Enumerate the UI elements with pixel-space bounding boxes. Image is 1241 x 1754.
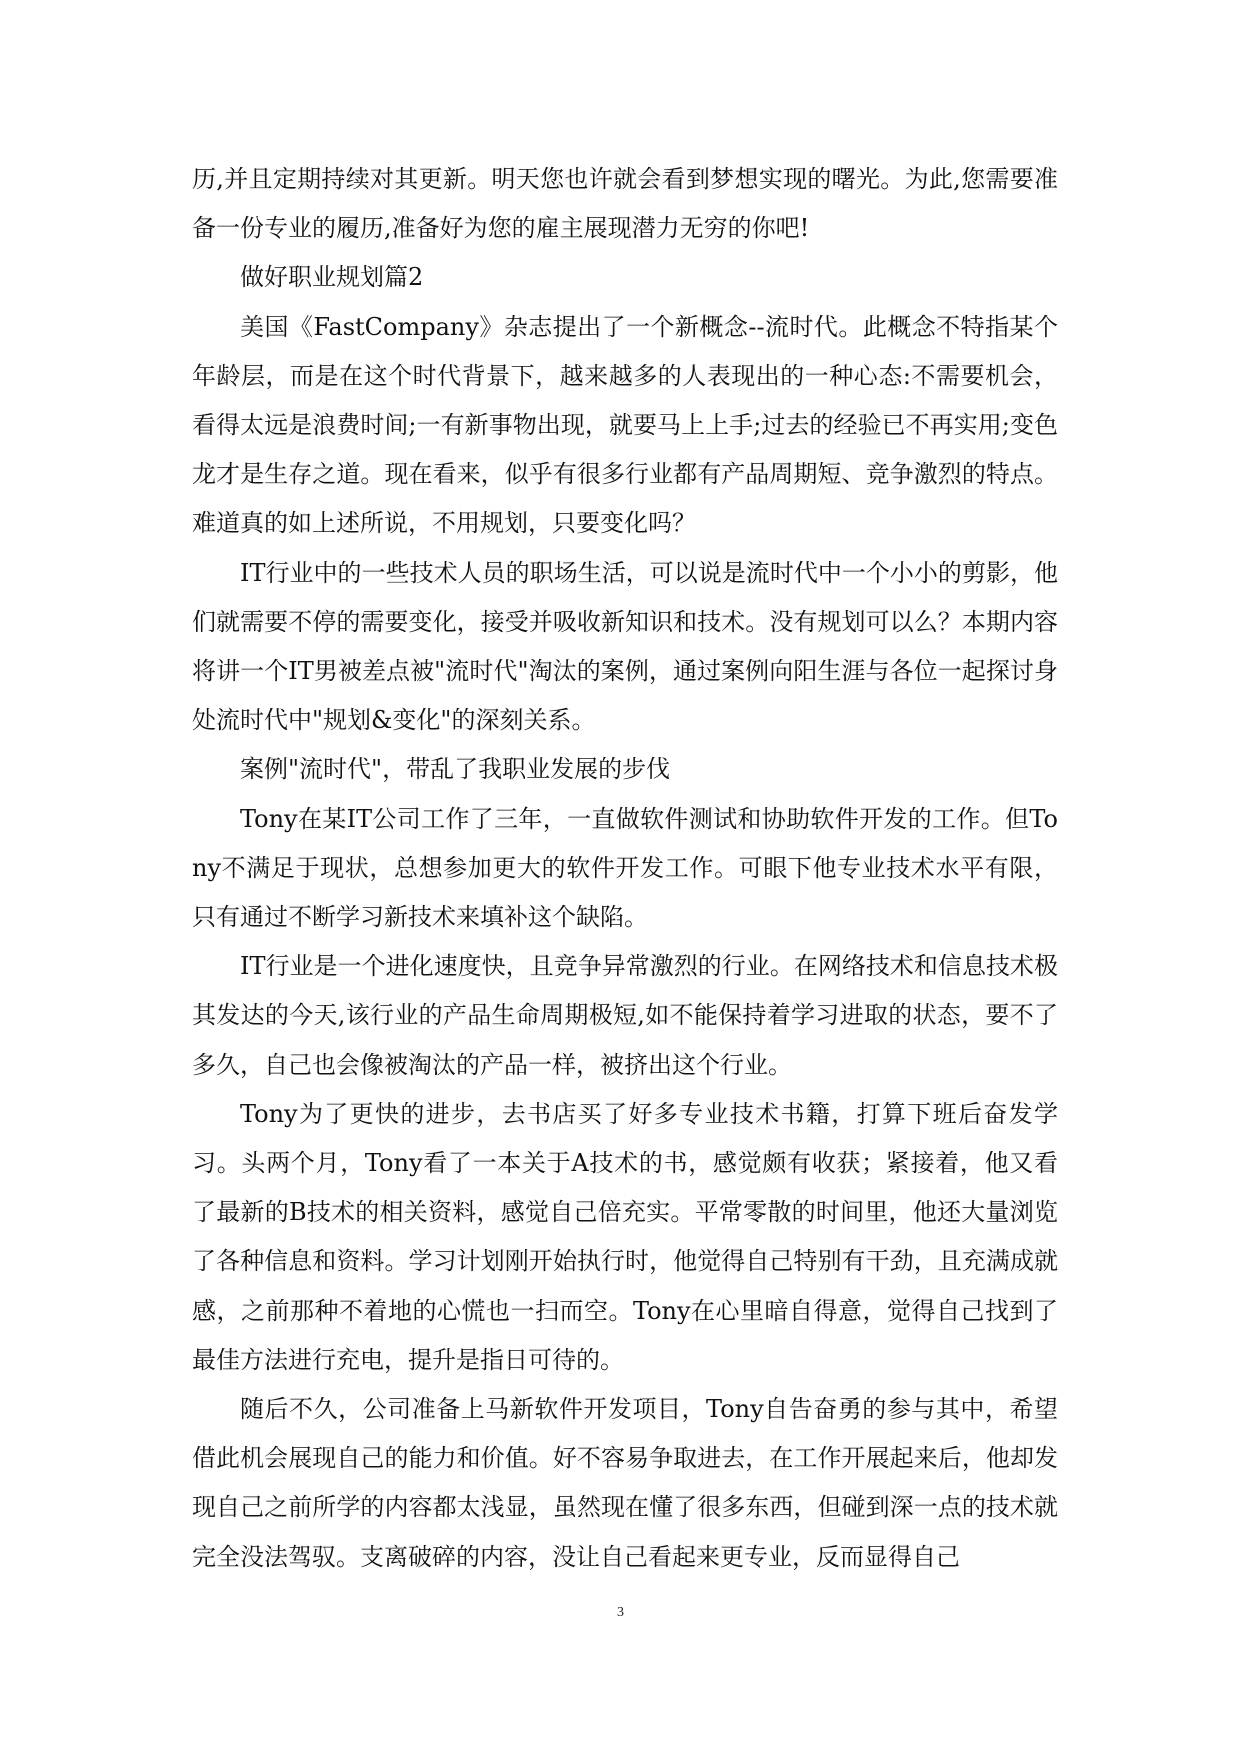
paragraph: IT行业是一个进化速度快，且竞争异常激烈的行业。在网络技术和信息技术极其发达的今天,该行业的产品生命周期极短,如不能保持着学习进取的状态，要不了多久，自己也会像被淘汰的产品一样，被挤出这个行业。 [192,952,1058,1079]
section-heading: 做好职业规划篇2 [240,263,424,292]
paragraph: Tony为了更快的进步，去书店买了好多专业技术书籍，打算下班后奋发学习。头两个月，Tony看了一本关于A技术的书，感觉颇有收获；紧接着，他又看了最新的B技术的相关资料，感觉自己倍充实。平常零散的时间里，他还大量浏览了各种信息和资料。学习计划刚开始执行时，他觉得自己特别有干劲，且充满成就感，之前那种不着地的心慌也一扫而空。Tony在心里暗自得意，觉得自己找到了最佳方法进行充电，提升是指日可待的。 [192,1099,1058,1374]
paragraph: Tony在某IT公司工作了三年，一直做软件测试和协助软件开发的工作。但Tony不满足于现状，总想参加更大的软件开发工作。可眼下他专业技术水平有限，只有通过不断学习新技术来填补这个缺陷。 [192,804,1058,932]
page-number: 3 [617,1605,624,1620]
paragraph: 随后不久，公司准备上马新软件开发项目，Tony自告奋勇的参与其中，希望借此机会展现自己的能力和价值。好不容易争取进去，在工作开展起来后，他却发现自己之前所学的内容都太浅显，虽然现在懂了很多东西，但碰到深一点的技术就完全没法驾驭。支离破碎的内容，没让自己看起来更专业，反而显得自己 [192,1395,1058,1571]
paragraph-continuation: 历,并且定期持续对其更新。明天您也许就会看到梦想实现的曙光。为此,您需要准备一份专业的履历,准备好为您的雇主展现潜力无穷的你吧! [192,165,1058,243]
case-heading: 案例"流时代"，带乱了我职业发展的步伐 [240,755,671,784]
paragraph: 美国《FastCompany》杂志提出了一个新概念--流时代。此概念不特指某个年龄层，而是在这个时代背景下，越来越多的人表现出的一种心态:不需要机会，看得太远是浪费时间;一有新事物出现，就要马上上手;过去的经验已不再实用;变色龙才是生存之道。现在看来，似乎有很多行业都有产品周期短、竞争激烈的特点。难道真的如上述所说，不用规划，只要变化吗？ [192,312,1058,538]
body-text [192,155,1058,1582]
paragraph: IT行业中的一些技术人员的职场生活，可以说是流时代中一个小小的剪影，他们就需要不停的需要变化，接受并吸收新知识和技术。没有规划可以么？本期内容将讲一个IT男被差点被"流时代"淘汰的案例，通过案例向阳生涯与各位一起探讨身处流时代中"规划&变化"的深刻关系。 [192,558,1058,735]
